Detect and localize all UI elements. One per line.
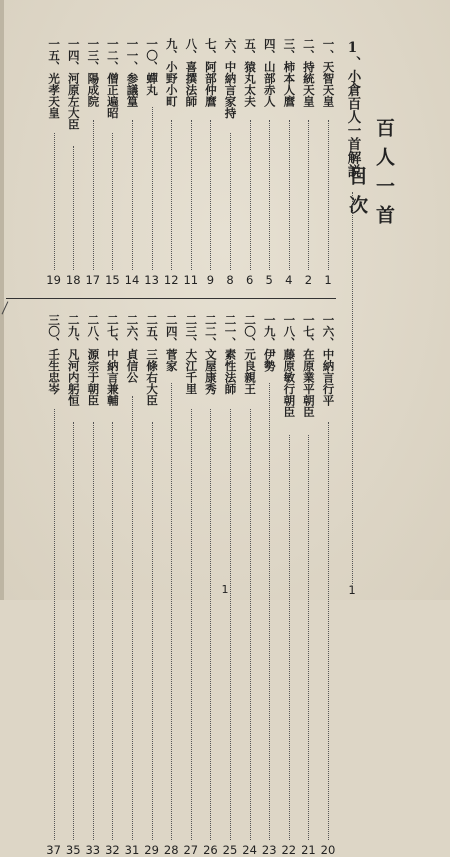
toc-entry[interactable] [200,314,220,857]
toc-entry-page: 21 [301,843,316,857]
toc-entry-title: 一六、中納言行平 [321,314,336,406]
toc-entry[interactable] [122,38,142,287]
toc-entry-page: 4 [285,273,293,287]
toc-entry-title: 二六、貞信公 [125,314,140,383]
toc-entry[interactable] [102,314,122,857]
leader-dots [230,409,231,840]
toc-entry-title: 一〇、蟬丸 [145,38,160,96]
toc-entry-title: 二四、菅家 [164,314,179,372]
toc-entry-page: 29 [144,843,159,857]
leader-dots [210,409,211,840]
toc-label: 目次 [346,166,368,224]
toc-entry[interactable] [44,314,64,857]
toc-entry-page: 20 [320,843,336,857]
section-divider [6,298,336,299]
toc-entry-title: 二〇、元良親王 [243,314,258,395]
toc-entry-page: 32 [105,843,120,857]
section-page: 1 [348,583,356,597]
toc-entry-title: 二九、凡河内躬恒 [66,314,81,406]
toc-entry[interactable] [318,314,338,857]
toc-entry-title: 九、小野小町 [164,38,179,107]
leader-dots [54,133,55,270]
page-number: 1 [221,583,229,596]
toc-entry[interactable] [122,314,142,857]
toc-entry-page: 31 [124,843,140,857]
toc-entry[interactable] [142,38,162,287]
toc-entry-title: 一九、伊勢 [262,314,277,372]
toc-entry-title: 一一、参議篁 [125,38,140,107]
toc-entry[interactable] [259,38,279,287]
toc-entry-page: 27 [183,843,199,857]
toc-entry-page: 28 [163,843,179,857]
leader-dots [328,422,329,840]
leader-dots [171,120,172,270]
leader-dots [289,435,290,840]
toc-entry-title: 八、喜撰法師 [184,38,199,107]
toc-entry-page: 18 [65,273,81,287]
toc-entry[interactable] [298,38,318,287]
toc-entry-page: 6 [245,273,254,287]
toc-entry-page: 11 [183,273,199,287]
toc-entry-title: 五、猿丸太夫 [243,38,258,107]
leader-dots [132,396,133,840]
leader-dots [112,133,113,270]
toc-entry[interactable] [279,38,299,287]
leader-dots [328,120,329,270]
leader-dots [269,383,270,840]
toc-entry-title: 一八、藤原敏行朝臣 [282,314,297,418]
toc-entry-title: 二七、中納言兼輔 [105,314,120,406]
toc-entry-page: 9 [206,273,215,287]
toc-entry-page: 33 [85,843,101,857]
toc-entry[interactable] [220,314,240,857]
page-edge-shadow [0,0,4,600]
leader-dots [269,120,270,270]
toc-entry-page: 26 [203,843,218,857]
leader-dots [308,120,309,270]
leader-dots [171,383,172,840]
toc-entry[interactable] [83,314,103,857]
leader-dots [230,133,231,270]
toc-entry[interactable] [259,314,279,857]
toc-entry-title: 三〇、壬生忠岑 [47,314,62,395]
toc-entry-page: 22 [281,843,297,857]
toc-entry-title: 一二、僧正遍昭 [105,38,120,119]
leader-dots [308,435,309,840]
toc-entry-title: 二一、素性法師 [223,314,238,395]
toc-entry-page: 24 [242,843,257,857]
leader-dots [93,422,94,840]
toc-entry-title: 一、天智天皇 [321,38,336,107]
toc-entry[interactable] [279,314,299,857]
leader-dots [152,107,153,270]
leader-dots [73,422,74,840]
toc-entry-page: 8 [226,273,234,287]
toc-entry[interactable] [44,38,64,287]
toc-entry[interactable] [181,38,201,287]
toc-entry-title: 一三、陽成院 [86,38,101,107]
leader-dots [250,120,251,270]
toc-entry-page: 19 [46,273,61,287]
toc-entry-page: 17 [85,273,101,287]
toc-entry[interactable] [63,38,83,287]
toc-entry[interactable] [181,314,201,857]
toc-entry-page: 23 [261,843,277,857]
toc-entry-page: 5 [265,273,273,287]
toc-entry-title: 一七、在原業平朝臣 [301,314,316,418]
toc-entry-title: 二、持統天皇 [301,38,316,107]
leader-dots [210,120,211,270]
toc-entry-page: 14 [124,273,140,287]
toc-entry-title: 三、柿本人麿 [282,38,297,107]
toc-entry[interactable] [63,314,83,857]
toc-entry-title: 二二、文屋康秀 [203,314,218,395]
toc-entry-title: 一四、河原左大臣 [66,38,81,130]
toc-entry-title: 一五、光孝天皇 [47,38,62,119]
toc-entry-page: 37 [46,843,61,857]
toc-entry[interactable] [240,38,260,287]
section-title: 1、小倉百人一首解説 [344,40,361,178]
toc-entry-title: 二五、三條右大臣 [145,314,160,406]
toc-entry[interactable] [161,38,181,287]
toc-entry[interactable] [240,314,260,857]
leader-dots [289,120,290,270]
toc-entry[interactable] [83,38,103,287]
book-title: 百人一首 [373,118,395,234]
toc-entry-page: 13 [144,273,159,287]
leader-dots [93,120,94,270]
leader-dots [112,422,113,840]
toc-entry[interactable] [220,38,240,287]
toc-entry-page: 1 [324,273,332,287]
toc-entry-title: 二三、大江千里 [184,314,199,395]
toc-entry[interactable] [142,314,162,857]
toc-entry-page: 2 [304,273,313,287]
leader-dots [73,146,74,270]
toc-entry[interactable] [298,314,318,857]
toc-entry-title: 六、中納言家持 [223,38,238,119]
toc-entry-page: 25 [222,843,238,857]
leader-dots [250,409,251,840]
toc-entry-page: 12 [163,273,179,287]
leader-dots [132,120,133,270]
toc-entry[interactable] [318,38,338,287]
leader-dots [352,192,353,584]
toc-entry-title: 二八、源宗于朝臣 [86,314,101,406]
toc-entry[interactable] [161,314,181,857]
leader-dots [191,120,192,270]
leader-dots [191,409,192,840]
toc-entry-page: 15 [105,273,120,287]
leader-dots [152,422,153,840]
toc-entry-title: 七、阿部仲麿 [203,38,218,107]
toc-entry-page: 35 [65,843,81,857]
toc-entry-title: 四、山部赤人 [262,38,277,107]
toc-entry[interactable] [200,38,220,287]
toc-entry[interactable] [102,38,122,287]
leader-dots [54,409,55,840]
